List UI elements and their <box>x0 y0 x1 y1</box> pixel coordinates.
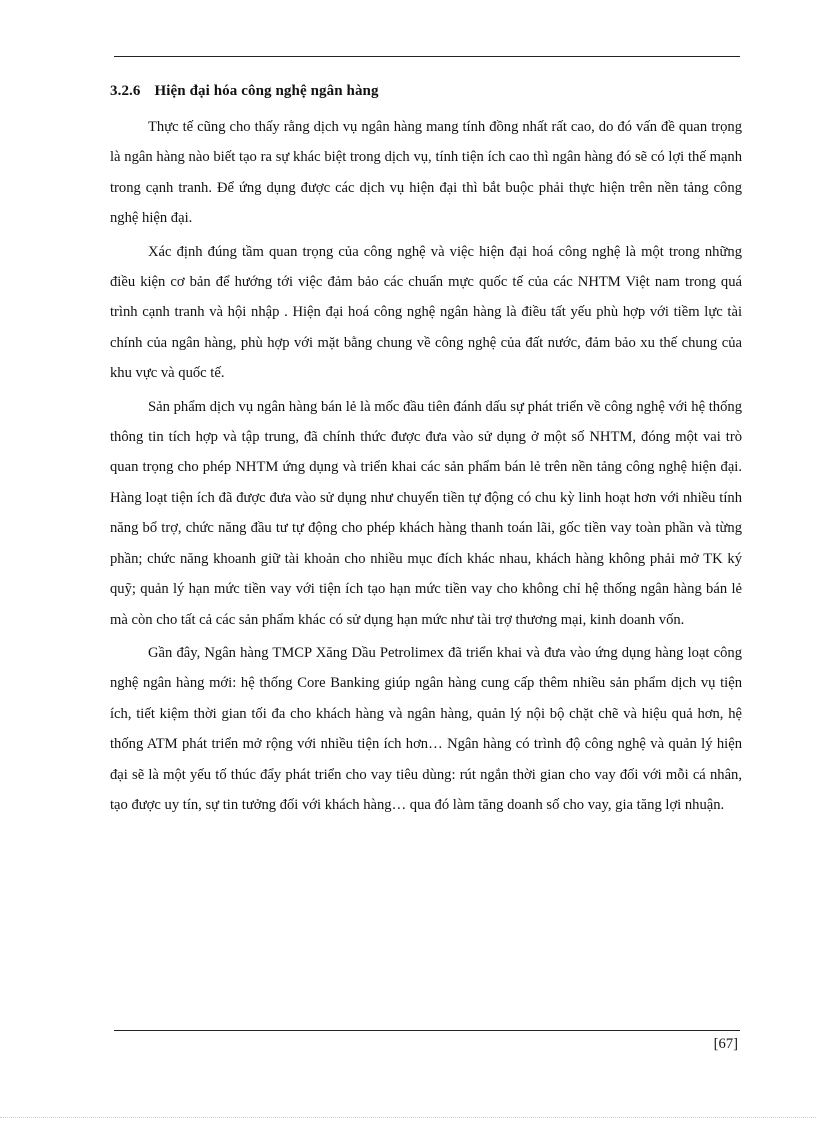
section-title: Hiện đại hóa công nghệ ngân hàng <box>154 83 379 99</box>
paragraph-1: Thực tế cũng cho thấy rằng dịch vụ ngân hàng mang tính đồng nhất rất cao, do đó vấn đề quan trọng là ngân hàng nào biết tạo ra sự khác biệt trong dịch vụ, tính tiện ích cao thì ngân hàng đó sẽ có lợi thế mạnh trong cạnh tranh. Để ứng dụng được các dịch vụ hiện đại thì bắt buộc phải thực hiện trên nền tảng công nghệ hiện đại. <box>110 119 742 227</box>
section-heading <box>110 76 742 106</box>
page-content <box>110 76 742 820</box>
header-rule <box>114 56 740 57</box>
page-number: [67] <box>713 1036 738 1052</box>
footer-rule <box>114 1030 740 1031</box>
paragraph-4: Gần đây, Ngân hàng TMCP Xăng Dầu Petrolimex đã triển khai và đưa vào ứng dụng hàng loạt công nghệ ngân hàng mới: hệ thống Core Banking giúp ngân hàng cung cấp thêm nhiều sản phẩm dịch vụ tiện ích, tiết kiệm thời gian tối đa cho khách hàng và ngân hàng, quản lý nội bộ chặt chẽ và hiệu quả hơn, hệ thống ATM phát triển mở rộng với nhiều tiện ích hơn… Ngân hàng có trình độ công nghệ và quản lý hiện đại sẽ là một yếu tố thúc đẩy phát triển cho vay tiêu dùng: rút ngắn thời gian cho vay đối với mỗi cá nhân, tạo được uy tín, sự tin tưởng đối với khách hàng… qua đó làm tăng doanh số cho vay, gia tăng lợi nhuận. <box>110 644 742 813</box>
paragraph-3: Sản phẩm dịch vụ ngân hàng bán lẻ là mốc đầu tiên đánh dấu sự phát triển về công nghệ với hệ thống thông tin tích hợp và tập trung, đã chính thức được đưa vào sử dụng ở một số NHTM, đóng một vai trò quan trọng cho phép NHTM ứng dụng và triển khai các sản phẩm bán lẻ trên nền tảng công nghệ hiện đại. Hàng loạt tiện ích đã được đưa vào sử dụng như chuyển tiền tự động có chu kỳ linh hoạt hơn với nhiều tính năng bổ trợ, chức năng đầu tư tự động cho phép khách hàng thanh toán lãi, gốc tiền vay toàn phần và từng phần; chức năng khoanh giữ tài khoản cho nhiều mục đích khác nhau, khách hàng không phải mở TK ký quỹ; quản lý hạn mức tiền vay với tiện ích tạo hạn mức tiền vay cho không chỉ hệ thống ngân hàng bán lẻ mà còn cho tất cả các sản phẩm khác có sử dụng hạn mức như tài trợ thương mại, kinh doanh vốn. <box>110 398 742 628</box>
page-edge-line <box>0 1117 816 1118</box>
section-number: 3.2.6 <box>110 83 141 99</box>
paragraph-2: Xác định đúng tầm quan trọng của công nghệ và việc hiện đại hoá công nghệ là một trong những điều kiện cơ bản để hướng tới việc đảm bảo các chuẩn mực quốc tế của các NHTM Việt nam trong quá trình cạnh tranh và hội nhập . Hiện đại hoá công nghệ ngân hàng là điều tất yếu phù hợp với tiềm lực tài chính của ngân hàng, phù hợp với mặt bằng chung về công nghệ của đất nước, đảm bảo xu thế chung của khu vực và quốc tế. <box>110 243 742 382</box>
